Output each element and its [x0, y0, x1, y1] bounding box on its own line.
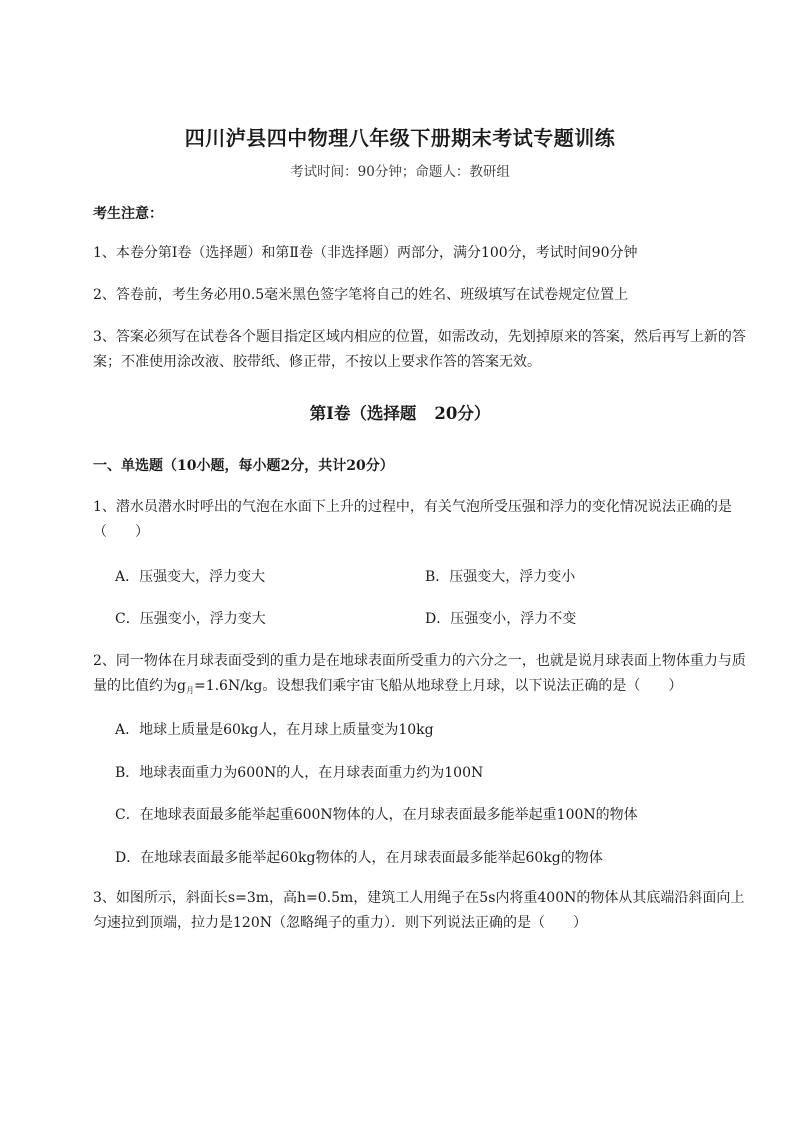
question-2-stem-text: 2、同一物体在月球表面受到的重力是在地球表面所受重力的六分之一，也就是说月球表面上物体重力与质量的比值约为g: [93, 653, 746, 694]
question-2-subscript: 月: [185, 686, 194, 695]
question-1-option-d: D．压强变小，浮力不变: [425, 611, 577, 627]
question-1-option-a: A．压强变大，浮力变大: [115, 569, 266, 585]
notice-item-3: 3、答案必须写在试卷各个题目指定区域内相应的位置，如需改动，先划掉原来的答案，然后再写上新的答案；不准使用涂改液、胶带纸、修正带，不按以上要求作答的答案无效。: [93, 329, 746, 370]
notice-item-2: 2、答卷前，考生务必用0.5毫米黑色签字笔将自己的姓名、班级填写在试卷规定位置上: [93, 287, 629, 303]
question-2-stem: [93, 649, 748, 703]
question-2-option-a: A．地球上质量是60kg人，在月球上质量变为10kg: [115, 722, 434, 738]
section-title-score: 20分）: [434, 404, 491, 423]
question-3-stem: 3、如图所示，斜面长s=3m，高h=0.5m，建筑工人用绳子在5s内将重400N的物体从其底端沿斜面向上匀速拉到顶端，拉力是120N（忽略绳子的重力）．则下列说法正确的是（ ）: [93, 890, 745, 931]
question-1-option-c: C．压强变小，浮力变大: [115, 611, 266, 627]
section-title: [0, 400, 800, 424]
question-2-option-d: D．在地球表面最多能举起60kg物体的人，在月球表面最多能举起60kg的物体: [115, 850, 603, 866]
question-2-stem-text-end: =1.6N/kg。设想我们乘宇宙飞船从地球登上月球，以下说法正确的是（ ）: [193, 678, 683, 694]
section-title-name: 第I卷（选择题: [309, 404, 417, 423]
question-2-option-b: B．地球表面重力为600N的人，在月球表面重力约为100N: [115, 765, 484, 781]
page-title: 四川泸县四中物理八年级下册期末考试专题训练: [184, 126, 616, 150]
notice-item-1: 1、本卷分第I卷（选择题）和第Ⅱ卷（非选择题）两部分，满分100分，考试时间90分钟: [93, 245, 638, 261]
notice-heading: 考生注意：: [93, 206, 163, 222]
part-heading: 一、单选题（10小题，每小题2分，共计20分）: [93, 458, 394, 474]
question-1-option-b: B．压强变大，浮力变小: [425, 569, 576, 585]
question-1-stem: 1、潜水员潜水时呼出的气泡在水面下上升的过程中，有关气泡所受压强和浮力的变化情况说法正确的是（ ）: [93, 499, 732, 540]
exam-info: 考试时间：90分钟；命题人：教研组: [290, 164, 510, 180]
question-2-option-c: C．在地球表面最多能举起重600N物体的人，在月球表面最多能举起重100N的物体: [115, 807, 638, 823]
